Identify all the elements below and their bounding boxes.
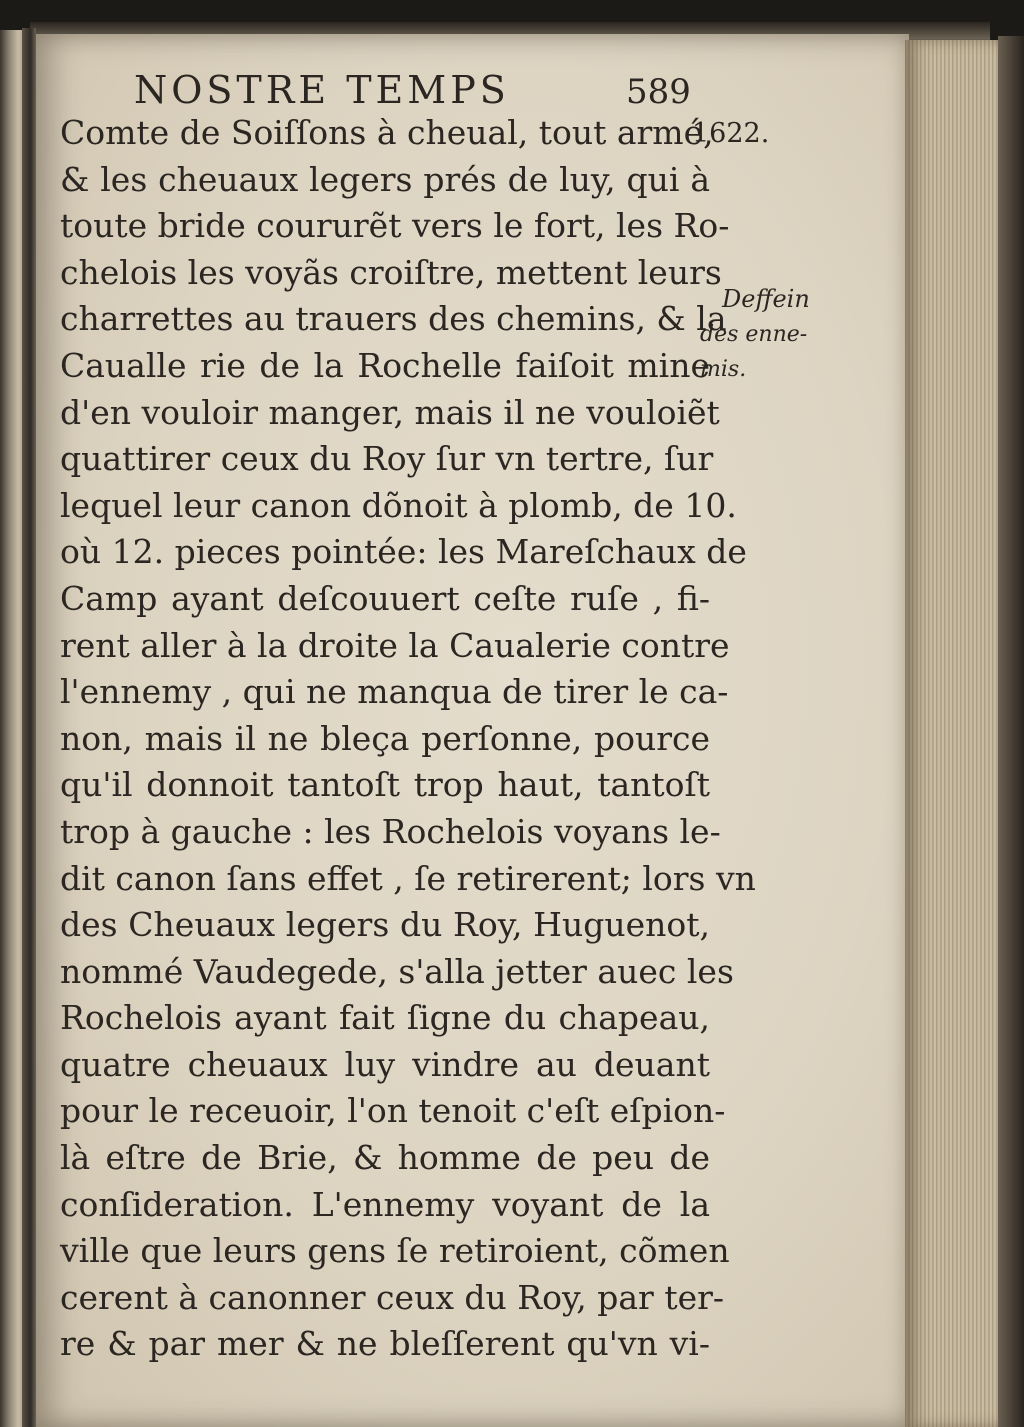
text-line: ville que leurs gens ſe retiroient, cõmen [60, 1231, 730, 1271]
text-line: lequel leur canon dõnoit à plomb, de 10. [60, 485, 737, 525]
text-line: où 12. pieces pointée: les Mareſchaux de [60, 532, 747, 572]
fore-edge-shadow [998, 36, 1024, 1427]
fore-edge-pages [905, 40, 1001, 1427]
text-line: re & par mer & ne bleſſerent qu'vn vi- [60, 1324, 710, 1364]
text-line: d'en vouloir manger, mais il ne vouloiẽt [60, 392, 720, 432]
running-head: NOSTRE TEMPS [134, 68, 510, 112]
margin-year: 1622. [692, 118, 770, 149]
text-line: Rochelois ayant fait ſigne du chapeau, [60, 998, 710, 1038]
text-line: dit canon ſans effet , ſe retirerent; lors vn [60, 858, 756, 898]
text-line: toute bride coururẽt vers le fort, les Ro- [60, 206, 730, 246]
text-line: conſideration. L'ennemy voyant de la [60, 1184, 710, 1224]
text-line: & les cheuaux legers prés de luy, qui à [60, 159, 710, 199]
text-line: Camp ayant deſcouuert ceſte ruſe , fi- [60, 578, 710, 618]
margin-note-line: des enne- [700, 322, 808, 347]
page-number: 589 [626, 72, 691, 112]
text-line: nommé Vaudegede, s'alla jetter auec les [60, 951, 734, 991]
text-line: chelois les voyãs croiſtre, mettent leurs [60, 252, 722, 292]
margin-note-line: mis. [700, 357, 747, 382]
text-line: quatre cheuaux luy vindre au deuant [60, 1044, 710, 1084]
text-line: qu'il donnoit tantoſt trop haut, tantoſt [60, 765, 710, 805]
text-line: cerent à canonner ceux du Roy, par ter- [60, 1277, 725, 1317]
text-line: trop à gauche : les Rochelois voyans le- [60, 811, 721, 851]
text-line: des Cheuaux legers du Roy, Huguenot, [60, 905, 710, 945]
text-line: pour le receuoir, l'on tenoit c'eſt eſpion- [60, 1091, 726, 1131]
text-line: là eſtre de Brie, & homme de peu de [60, 1138, 710, 1178]
text-line: Caualle rie de la Rochelle faiſoit mine [60, 345, 710, 385]
book-gutter [22, 28, 36, 1427]
margin-note-line: Deffein [722, 285, 810, 313]
text-line: l'ennemy , qui ne manqua de tirer le ca- [60, 672, 729, 712]
text-line: rent aller à la droite la Caualerie contre [60, 625, 730, 665]
text-line: charrettes au trauers des chemins, & la [60, 299, 727, 339]
text-line: non, mais il ne bleça perſonne, pource [60, 718, 710, 758]
text-line: Comte de Soiſſons à cheual, tout armé, [60, 113, 714, 152]
text-line: quattirer ceux du Roy ſur vn tertre, ſur [60, 439, 714, 479]
